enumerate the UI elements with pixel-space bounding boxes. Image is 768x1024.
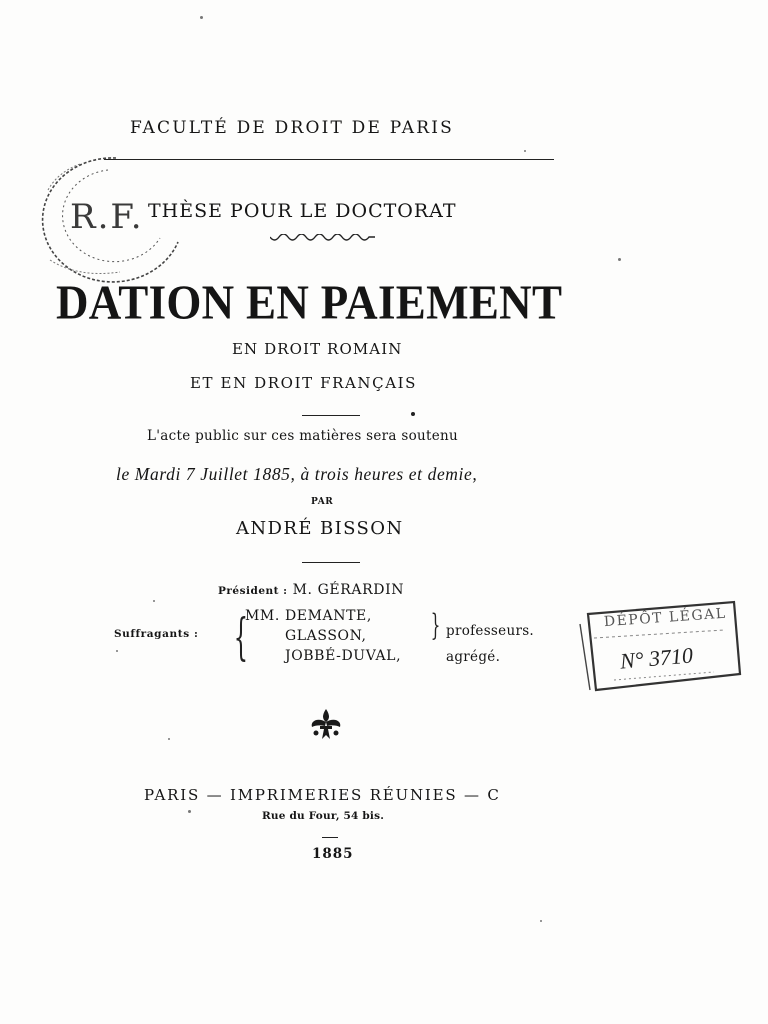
subtitle-french-law: ET EN DROIT FRANÇAIS [190, 374, 418, 392]
role-professors: professeurs. [446, 623, 535, 639]
jury-member: JOBBÉ-DUVAL, [285, 648, 402, 664]
scan-speck [618, 258, 621, 261]
ink-dot [411, 412, 415, 416]
right-brace: } [430, 608, 441, 643]
subtitle-roman-law: EN DROIT ROMAIN [232, 340, 403, 358]
scan-speck [153, 600, 155, 602]
stamp-number: N° 3710 [618, 642, 694, 674]
by-label: PAR [311, 497, 334, 507]
divider-rule-author [302, 562, 360, 563]
scan-speck [524, 150, 526, 152]
publisher-line: PARIS — IMPRIMERIES RÉUNIES — C [144, 786, 501, 804]
stamp-lettering: R.F. [70, 197, 144, 237]
jury-member: MM. DEMANTE, [245, 608, 372, 624]
scan-speck [188, 810, 191, 813]
legal-deposit-stamp [574, 590, 744, 700]
suffragants-label: Suffragants : [114, 628, 199, 640]
president-line [218, 582, 538, 598]
left-brace: { [233, 608, 249, 666]
president-name: M. GÉRARDIN [292, 582, 405, 598]
role-agrege: agrégé. [446, 649, 501, 665]
main-title: DATION EN PAIEMENT [56, 275, 563, 330]
faculty-heading: FACULTÉ DE DROIT DE PARIS [130, 118, 455, 138]
author-name: ANDRÉ BISSON [236, 518, 404, 539]
scan-speck [540, 920, 542, 922]
defense-date: le Mardi 7 Juillet 1885, à trois heures et demie, [116, 464, 478, 484]
scan-speck [168, 738, 170, 740]
wavy-ornament-rule [270, 234, 375, 244]
publisher-address: Rue du Four, 54 bis. [262, 810, 385, 822]
thesis-heading: THÈSE POUR LE DOCTORAT [148, 200, 457, 222]
fleuron-ornament-icon [306, 705, 346, 745]
jury-roles [446, 618, 534, 670]
year-dash [322, 837, 338, 838]
divider-rule [302, 415, 360, 416]
jury-member: GLASSON, [285, 628, 367, 644]
scan-speck [116, 650, 118, 652]
president-label: Président : [218, 585, 288, 597]
scan-speck [200, 16, 203, 19]
publication-year: 1885 [312, 846, 354, 862]
public-defense-notice: L'acte public sur ces matières sera soutenu [147, 428, 459, 444]
jury-members [245, 606, 401, 666]
stamp-legal-text: DÉPÔT LÉGAL [603, 605, 728, 631]
